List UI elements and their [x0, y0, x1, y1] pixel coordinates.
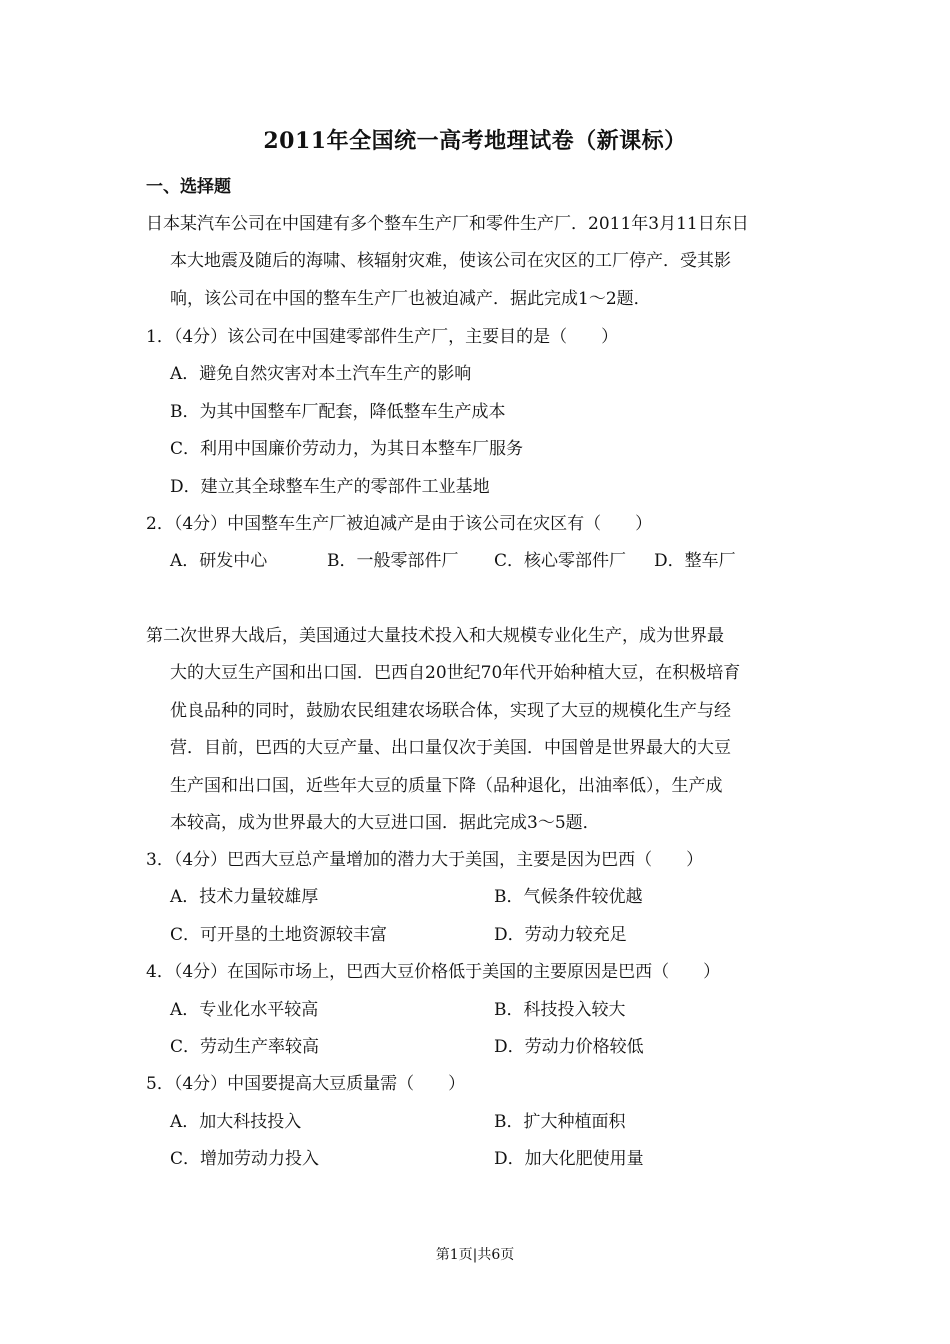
option-c[interactable]: C．核心零部件厂 — [494, 551, 627, 571]
page-footer: 第1页|共6页 — [435, 1247, 515, 1263]
passage-line: 本大地震及随后的海啸、核辐射灾难，使该公司在灾区的工厂停产．受其影 — [170, 251, 731, 271]
option-a[interactable]: A．专业化水平较高 — [170, 1000, 319, 1020]
passage-line: 日本某汽车公司在中国建有多个整车生产厂和零件生产厂．2011年3月11日东日 — [146, 214, 749, 234]
option-c[interactable]: C．劳动生产率较高 — [170, 1037, 320, 1057]
option-c[interactable]: C．增加劳动力投入 — [170, 1149, 320, 1169]
option-d[interactable]: D．建立其全球整车生产的零部件工业基地 — [170, 477, 490, 497]
option-a[interactable]: A．避免自然灾害对本土汽车生产的影响 — [170, 364, 472, 384]
option-b[interactable]: B．一般零部件厂 — [327, 551, 459, 571]
option-a[interactable]: A．研发中心 — [170, 551, 268, 571]
passage-line: 大的大豆生产国和出口国．巴西自20世纪70年代开始种植大豆，在积极培育 — [170, 663, 741, 683]
option-d[interactable]: D．劳动力价格较低 — [494, 1037, 644, 1057]
section-heading: 一、选择题 — [146, 177, 231, 197]
option-d[interactable]: D．加大化肥使用量 — [494, 1149, 644, 1169]
option-c[interactable]: C．可开垦的土地资源较丰富 — [170, 925, 388, 945]
passage-line: 第二次世界大战后，美国通过大量技术投入和大规模专业化生产，成为世界最 — [146, 626, 724, 646]
passage-line: 生产国和出口国，近些年大豆的质量下降（品种退化，出油率低），生产成 — [170, 776, 723, 796]
passage-line: 营．目前，巴西的大豆产量、出口量仅次于美国．中国曾是世界最大的大豆 — [170, 738, 731, 758]
option-b[interactable]: B．为其中国整车厂配套，降低整车生产成本 — [170, 402, 506, 422]
question-stem: 2．（4分）中国整车生产厂被迫减产是由于该公司在灾区有（ ） — [146, 514, 653, 534]
option-b[interactable]: B．扩大种植面积 — [494, 1112, 626, 1132]
option-d[interactable]: D．劳动力较充足 — [494, 925, 627, 945]
question-stem: 1．（4分）该公司在中国建零部件生产厂，主要目的是（ ） — [146, 327, 619, 347]
passage-line: 响，该公司在中国的整车生产厂也被迫减产．据此完成1～2题． — [170, 289, 651, 309]
passage-line: 优良品种的同时，鼓励农民组建农场联合体，实现了大豆的规模化生产与经 — [170, 701, 731, 721]
option-b[interactable]: B．科技投入较大 — [494, 1000, 626, 1020]
option-b[interactable]: B．气候条件较优越 — [494, 887, 643, 907]
option-a[interactable]: A．加大科技投入 — [170, 1112, 302, 1132]
option-d[interactable]: D．整车厂 — [654, 551, 736, 571]
option-a[interactable]: A．技术力量较雄厚 — [170, 887, 319, 907]
option-c[interactable]: C．利用中国廉价劳动力，为其日本整车厂服务 — [170, 439, 524, 459]
page-title: 2011年全国统一高考地理试卷（新课标） — [263, 128, 687, 154]
question-stem: 4．（4分）在国际市场上，巴西大豆价格低于美国的主要原因是巴西（ ） — [146, 962, 721, 982]
question-stem: 5．（4分）中国要提高大豆质量需（ ） — [146, 1074, 466, 1094]
passage-line: 本较高，成为世界最大的大豆进口国．据此完成3～5题． — [170, 813, 600, 833]
question-stem: 3．（4分）巴西大豆总产量增加的潜力大于美国，主要是因为巴西（ ） — [146, 850, 704, 870]
